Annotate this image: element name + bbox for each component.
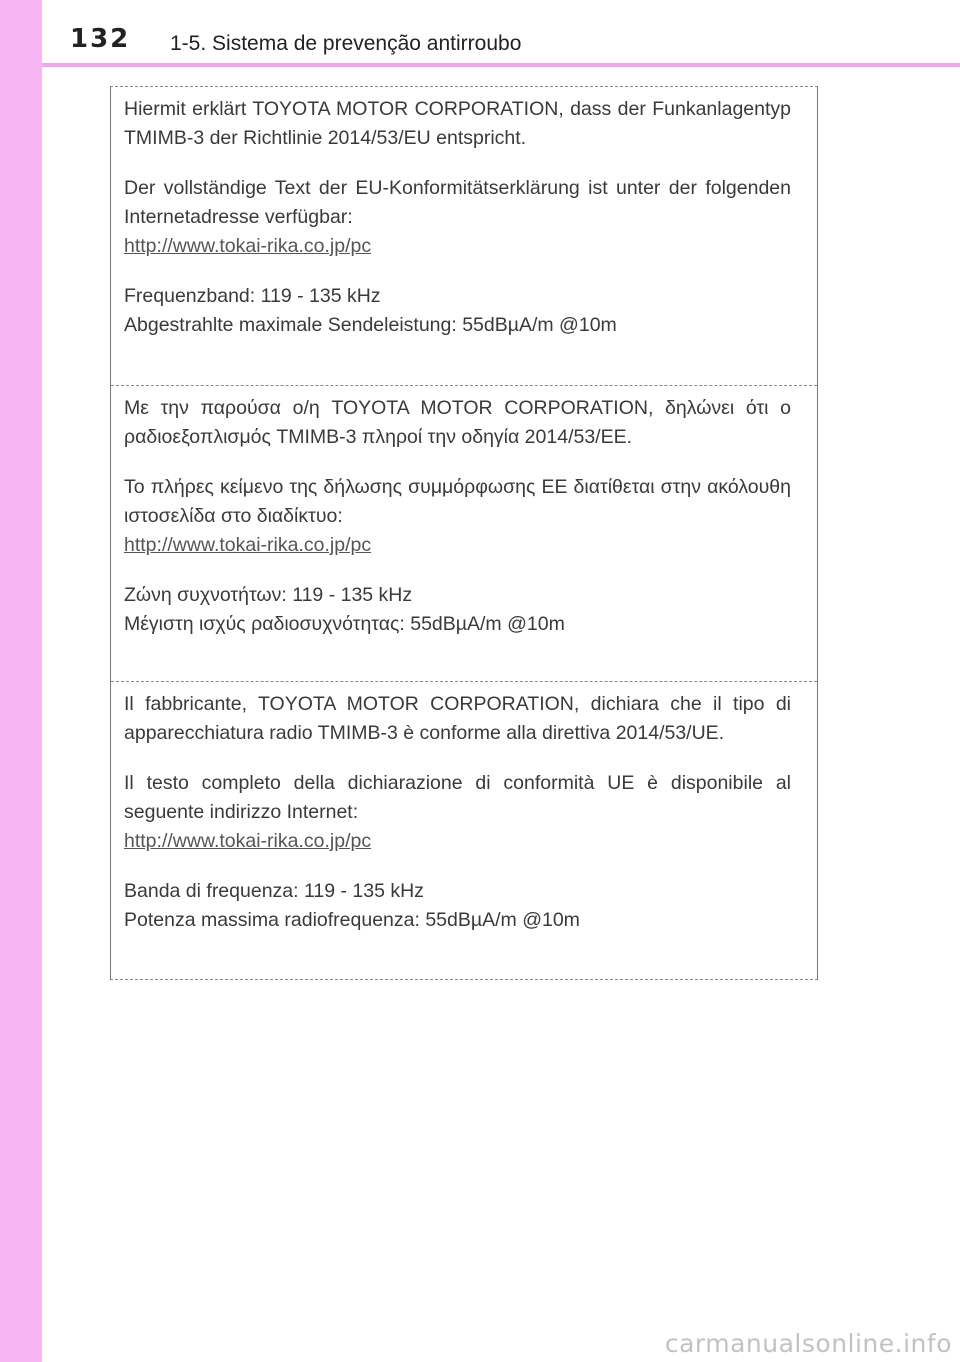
frequency-band: Ζώνη συχνοτήτων: 119 - 135 kHz [124,584,413,606]
max-power: Abgestrahlte maximale Sendeleistung: 55dBµA/m @10m [124,314,617,336]
declaration-availability: Der vollständige Text der EU-Konformitätserklärung ist unter der folgenden Internetadresse verfügbar: [124,177,791,228]
declaration-url-link[interactable]: http://www.tokai-rika.co.jp/pc [124,235,372,257]
declaration-availability: Το πλήρες κείμενο της δήλωσης συμμόρφωσης ΕΕ διατίθεται στην ακόλουθη ιστοσελίδα στο διαδίκτυο: [124,476,791,527]
page-header [42,0,960,62]
header-rule [42,63,960,67]
frequency-band: Frequenzband: 119 - 135 kHz [124,285,381,307]
declaration-statement: Il fabbricante, TOYOTA MOTOR CORPORATION, dichiara che il tipo di apparecchiatura radio TMIMB-3 è conforme alla direttiva 2014/53/UE. [124,693,791,744]
left-color-strip [0,0,42,1362]
section-title: 1-5. Sistema de prevenção antirroubo [170,32,522,55]
declaration-statement: Με την παρούσα ο/η TOYOTA MOTOR CORPORATION, δηλώνει ότι ο ραδιοεξοπλισμός TMIMB-3 πληροί την οδηγία 2014/53/ΕΕ. [124,397,791,448]
declaration-availability: Il testo completo della dichiarazione di conformità UE è disponibile al seguente indirizzo Internet: [124,772,791,823]
eu-declaration-box [110,86,818,980]
frequency-band: Banda di frequenza: 119 - 135 kHz [124,880,424,902]
declaration-greek [111,385,817,681]
declaration-german [111,87,817,385]
page-number: 132 [70,24,131,54]
declaration-url-link[interactable]: http://www.tokai-rika.co.jp/pc [124,830,372,852]
max-power: Μέγιστη ισχύς ραδιοσυχνότητας: 55dBµA/m @10m [124,613,565,635]
max-power: Potenza massima radiofrequenza: 55dBµA/m @10m [124,909,580,931]
declaration-url-link[interactable]: http://www.tokai-rika.co.jp/pc [124,534,372,556]
watermark-text: carmanualsonline.info [664,1329,952,1358]
declaration-statement: Hiermit erklärt TOYOTA MOTOR CORPORATION, dass der Funkanlagentyp TMIMB-3 der Richtlinie 2014/53/EU entspricht. [124,98,791,149]
declaration-italian [111,681,817,981]
